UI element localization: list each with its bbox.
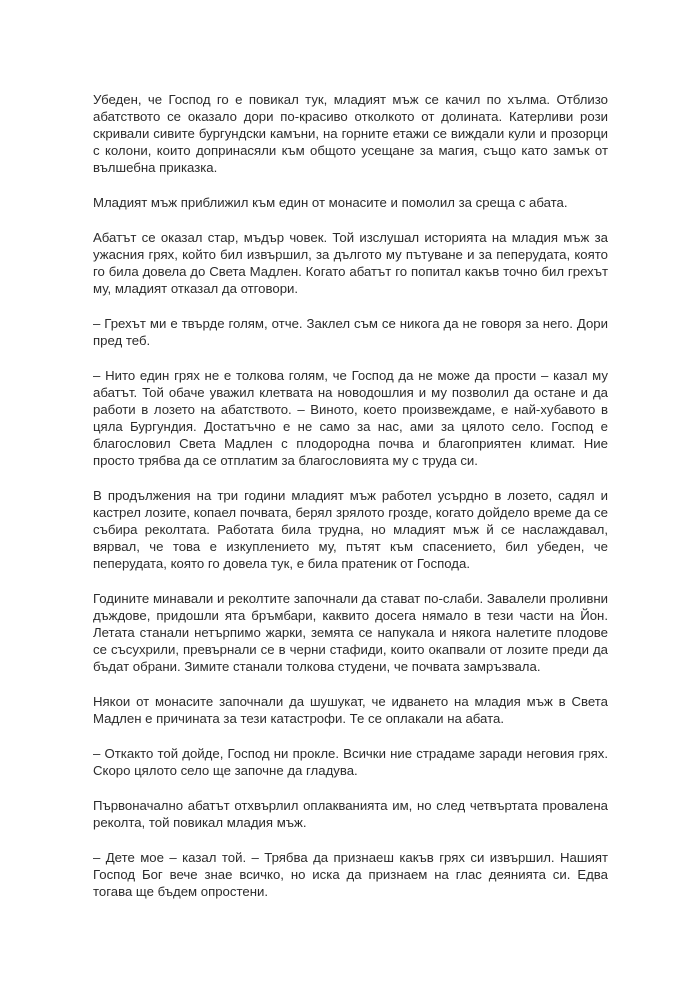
paragraph-9: – Откакто той дойде, Господ ни прокле. Всички ние страдаме заради неговия грях. Скоро цялото село ще започне да гладува. [93, 746, 608, 778]
paragraph-10: Първоначално абатът отхвърлил оплакванията им, но след четвъртата провалена реколта, той повикал младия мъж. [93, 798, 608, 830]
paragraph-7: Годините минавали и реколтите започнали да стават по-слаби. Завалели проливни дъждове, придошли ята бръмбари, каквито досега нямало в тези части на Йон. Летата станали нетърпимо жарки, земята се напукала и някога налетите плодове се съсухрили, превърнали се в черни стафиди, които окапвали от лозите преди да бъдат обрани. Зимите станали толкова студени, че почвата замръзвала. [93, 591, 608, 674]
paragraph-5: – Нито един грях не е толкова голям, че Господ да не може да прости – казал му абатът. Той обаче уважил клетвата на новодошлия и му позволил да остане и да работи в лозето на абатството. – Виното, което произвеждаме, е най-хубавото в цяла Бургундия. Достатъчно е не само за нас, ами за цялото село. Господ е благословил Света Мадлен с плодородна почва и благоприятен климат. Ние просто трябва да се отплатим за благословията му с труда си. [93, 368, 608, 468]
paragraph-1: Убеден, че Господ го е повикал тук, младият мъж се качил по хълма. Отблизо абатството се оказало дори по-красиво отколкото от долината. Катерливи рози скривали сивите бургундски камъни, на горните етажи се виждали кули и прозорци с колони, които допринасяли към общото усещане за магия, също като замък от вълшебна приказка. [93, 92, 608, 175]
paragraph-8: Някои от монасите започнали да шушукат, че идването на младия мъж в Света Мадлен е причината за тези катастрофи. Те се оплакали на абата. [93, 694, 608, 726]
paragraph-4: – Грехът ми е твърде голям, отче. Заклел съм се никога да не говоря за него. Дори пред теб. [93, 316, 608, 348]
body-text [93, 91, 608, 918]
paragraph-11: – Дете мое – казал той. – Трябва да признаеш какъв грях си извършил. Нашият Господ Бог вече знае всичко, но иска да признаем на глас деянията си. Едва тогава ще бъдем опростени. [93, 850, 608, 899]
paragraph-3: Абатът се оказал стар, мъдър човек. Той изслушал историята на младия мъж за ужасния грях, който бил извършил, за дългото му пътуване и за пеперудата, която го била довела до Света Мадлен. Когато абатът го попитал какъв точно бил грехът му, младият отказал да отговори. [93, 230, 608, 296]
paragraph-6: В продължения на три години младият мъж работел усърдно в лозето, садял и кастрел лозите, копаел почвата, берял зрялото грозде, когато дойдело време да се събира реколтата. Работата била трудна, но младият мъж й се наслаждавал, вярвал, че това е изкуплението му, пътят към спасението, бил убеден, че пеперудата, която го довела тук, е била пратеник от Господа. [93, 488, 608, 571]
paragraph-2: Младият мъж приближил към един от монасите и помолил за среща с абата. [93, 195, 568, 210]
